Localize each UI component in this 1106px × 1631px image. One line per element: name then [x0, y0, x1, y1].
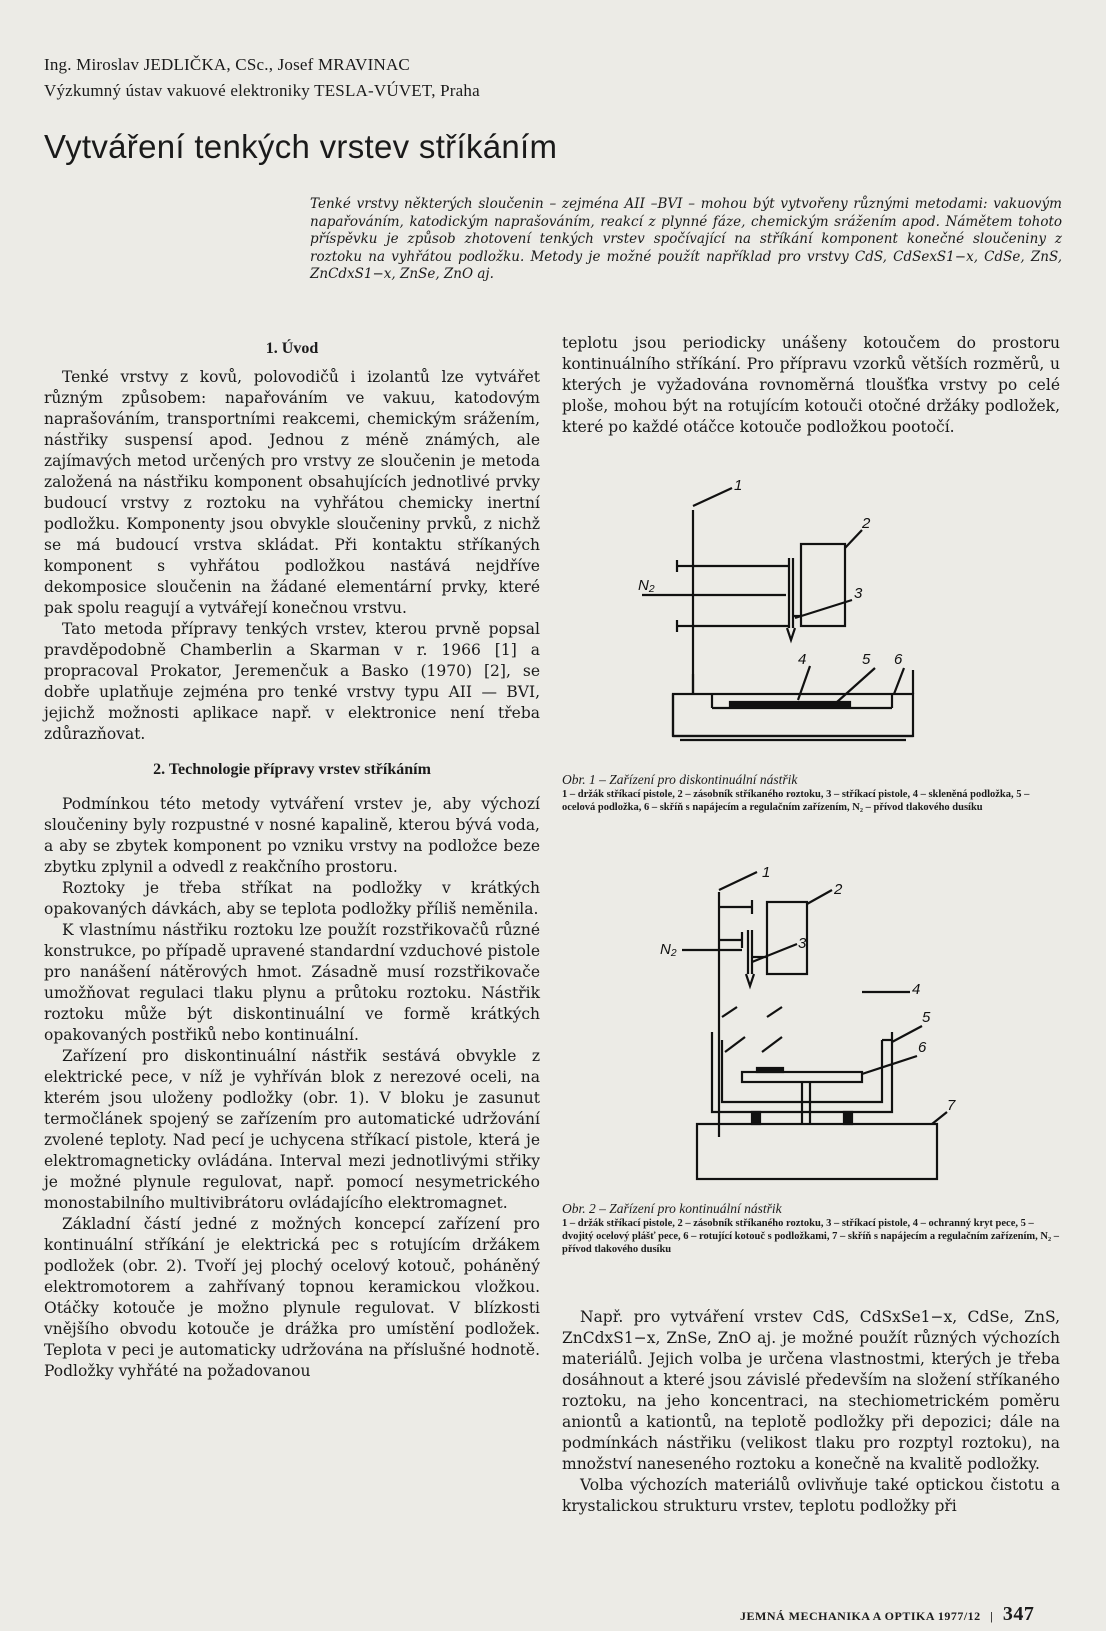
fig2-label-2: 2	[834, 881, 843, 898]
figure-1-diagram	[562, 478, 1062, 768]
authors-line: Ing. Miroslav JEDLIČKA, CSc., Josef MRAVINAC	[44, 55, 410, 74]
fig1-label-4: 4	[798, 651, 807, 668]
control-box	[697, 1124, 937, 1179]
fig2-label-4: 4	[912, 981, 921, 998]
fig1-label-6: 6	[894, 651, 903, 668]
fig2-label-1: 1	[762, 864, 771, 881]
figure-2	[562, 862, 1062, 1282]
fig1-label-1: 1	[734, 478, 743, 494]
section-2-paragraph: Roztoky je třeba stříkat na podložky v krátkých opakovaných dávkách, aby se teplota podložky příliš neměnila.	[44, 879, 540, 918]
furnace-box	[673, 694, 913, 736]
author-block	[44, 52, 480, 104]
fig2-label-5: 5	[922, 1009, 931, 1026]
page-footer	[740, 1603, 1034, 1626]
fig2-label-n2: N₂	[660, 941, 677, 958]
fig1-label-3: 3	[854, 585, 863, 602]
section-2-paragraph: K vlastnímu nástřiku roztoku lze použít rozstřikovačů různé konstrukce, po případě upravené standardní vzduchové pistole pro nanášení nátěrových hmot. Zásadně musí rozstřikovače umožňovat regulaci tlaku plynu a průtoku roztoku. Nástřik roztoku může být diskontinuální ve formě krátkých opakovaných postřiků nebo kontinuální.	[44, 921, 540, 1044]
section-1-heading: 1. Úvod	[265, 340, 319, 357]
footer-divider: |	[990, 1609, 994, 1623]
figure-1-caption-title: Obr. 1 – Zařízení pro diskontinuální nástřik	[562, 772, 798, 787]
fig1-label-n2: N₂	[638, 577, 655, 594]
page-number: 347	[1002, 1603, 1035, 1625]
figure-2-caption-text: 1 – držák stříkací pistole, 2 – zásobník stříkaného roztoku, 3 – stříkací pistole, 4 – ochranný kryt pece, 5 – dvojitý ocelový plášť pece, 6 – rotující kotouč s podložkami, 7 – skříň s napájecím a regulačním zařízením, N₂ – přívod tlakového dusíku	[562, 1218, 1060, 1255]
fig2-label-7: 7	[947, 1097, 956, 1114]
fig1-label-2: 2	[862, 515, 871, 532]
right-bottom-paragraph: Např. pro vytváření vrstev CdS, CdSxSe1−x, CdSe, ZnS, ZnCdxS1−x, ZnSe, ZnO aj. je možné použít různých výchozích materiálů. Jejich volba je určena vlastnostmi, kterých je třeba dosáhnout a které jsou závislé především na složení stříkaného roztoku, na jeho koncentraci, na stechiometrickém poměru aniontů a kationtů, na teplotě podložky při depozici; dále na podmínkách nástřiku (velikost tlaku pro rozptyl roztoku), na množství naneseného roztoku a konečně na kvalitě podložky.	[562, 1308, 1060, 1473]
section-2-paragraph: Podmínkou této metody vytváření vrstev je, aby výchozí sloučeniny byly rozpustné v nosné kapalině, kterou bývá voda, a aby se zbytek komponent po vzniku vrstvy na podložce beze zbytku zplynil a odvedl z reakčního prostoru.	[44, 795, 540, 876]
figure-1	[562, 478, 1062, 838]
section-2-paragraph: Zařízení pro diskontinuální nástřik sestává obvykle z elektrické pece, v níž je vyhříván blok z nerezové oceli, na kterém jsou uloženy podložky (obr. 1). V bloku je zasunut termočlánek spojený se zařízením pro automatické udržování zvolené teploty. Nad pecí je uchycena stříkací pistole, která je elektromagneticky ovládána. Interval mezi jednotlivými střiky je možné plynule regulovat, např. pomocí nesymetrického monostabilního multivibrátoru ovládajícího elektromagnet.	[44, 1047, 540, 1212]
section-1-paragraph: Tato metoda přípravy tenkých vrstev, kterou prvně popsal pravděpodobně Chamberlin a Skarman v r. 1966 [1] a propracoval Prokator, Jeremenčuk a Basko (1970) [2], se dobře uplatňuje zejména pro tenké vrstvy typu AII — BVI, jejichž možnosti aplikace např. v elektronice není třeba zdůrazňovat.	[44, 620, 540, 743]
institute-line: Výzkumný ústav vakuové elektroniky TESLA-VÚVET, Praha	[44, 81, 480, 100]
figure-2-caption-title: Obr. 2 – Zařízení pro kontinuální nástřik	[562, 1201, 782, 1216]
section-2-paragraph: Základní částí jedné z možných koncepcí zařízení pro kontinuální stříkání je elektrická pec s rotujícím držákem podložek (obr. 2). Tvoří jej plochý ocelový kotouč, poháněný elektromotorem a zahřívaný topnou keramickou vložkou. Otáčky kotouče je možno plynule regulovat. V blízkosti vnějšího obvodu kotouče je drážka pro umístění podložek. Teplota v peci je automaticky udržována na příslušné hodnotě. Podložky vyhřáté na požadovanou	[44, 1215, 540, 1380]
fig2-label-3: 3	[798, 935, 807, 952]
article-title: Vytváření tenkých vrstev stříkáním	[44, 128, 558, 165]
left-column	[44, 330, 540, 1382]
section-2-heading: 2. Technologie přípravy vrstev stříkáním	[153, 761, 431, 778]
abstract: Tenké vrstvy některých sloučenin – zejména AII –BVI – mohou být vytvořeny různými metodami: vakuovým napařováním, katodickým naprašováním, reakcí z plynné fáze, chemickým srážením apod. Námětem tohoto příspěvku je způsob zhotovení tenkých vrstev spočívající na stříkání komponent konečné sloučeniny z roztoku na vyhřátou podložku. Metody je možné použít například pro vrstvy CdS, CdSexS1−x, CdSe, ZnS, ZnCdxS1−x, ZnSe, ZnO aj.	[310, 196, 1062, 282]
journal-name: JEMNÁ MECHANIKA A OPTIKA 1977/12	[740, 1609, 981, 1623]
rotating-disc	[742, 1072, 862, 1082]
substrate	[730, 702, 850, 707]
fig2-label-6: 6	[918, 1039, 927, 1056]
right-column-top	[562, 333, 1060, 438]
figure-2-diagram	[562, 862, 1062, 1197]
fig1-label-5: 5	[862, 651, 871, 668]
right-top-paragraph: teplotu jsou periodicky unášeny kotoučem do prostoru kontinuálního stříkání. Pro přípravu vzorků větších rozměrů, u kterých je vyžadována rovnoměrná tloušťka vrstvy po celé ploše, mohou být na rotujícím kotouči otočné držáky podložek, které po každé otáčce kotouče podložkou pootočí.	[562, 334, 1060, 436]
right-bottom-paragraph: Volba výchozích materiálů ovlivňuje také optickou čistotu a krystalickou strukturu vrstev, teplotu podložky při	[562, 1476, 1060, 1515]
section-1-paragraph: Tenké vrstvy z kovů, polovodičů i izolantů lze vytvářet různým způsobem: napařováním ve vakuu, katodovým naprašováním, transportními reakcemi, chemickým srážením, nástřiky suspensí apod. Jednou z méně známých, ale zajímavých metod určených pro vrstvy ze sloučenin je metoda založená na nástřiku komponent obsahujících jednotlivé prvky budoucí vrstvy z roztoku na vyhřátou chemicky inertní podložku. Komponenty jsou obvykle sloučeniny prvků, z nichž se má budoucí vrstva skládat. Při kontaktu stříkaných komponent s vyhřátou podložkou nastává nejdříve dekomposice sloučenin na žádané elementární prvky, které pak spolu reagují a vytvářejí konečnou vrstvu.	[44, 368, 540, 617]
right-column-bottom	[562, 1307, 1060, 1517]
figure-1-caption-text: 1 – držák stříkací pistole, 2 – zásobník stříkaného roztoku, 3 – stříkací pistole, 4 – skleněná podložka, 5 – ocelová podložka, 6 – skříň s napájecím a regulačním zařízením, N₂ – přívod tlakového dusíku	[562, 789, 1030, 813]
